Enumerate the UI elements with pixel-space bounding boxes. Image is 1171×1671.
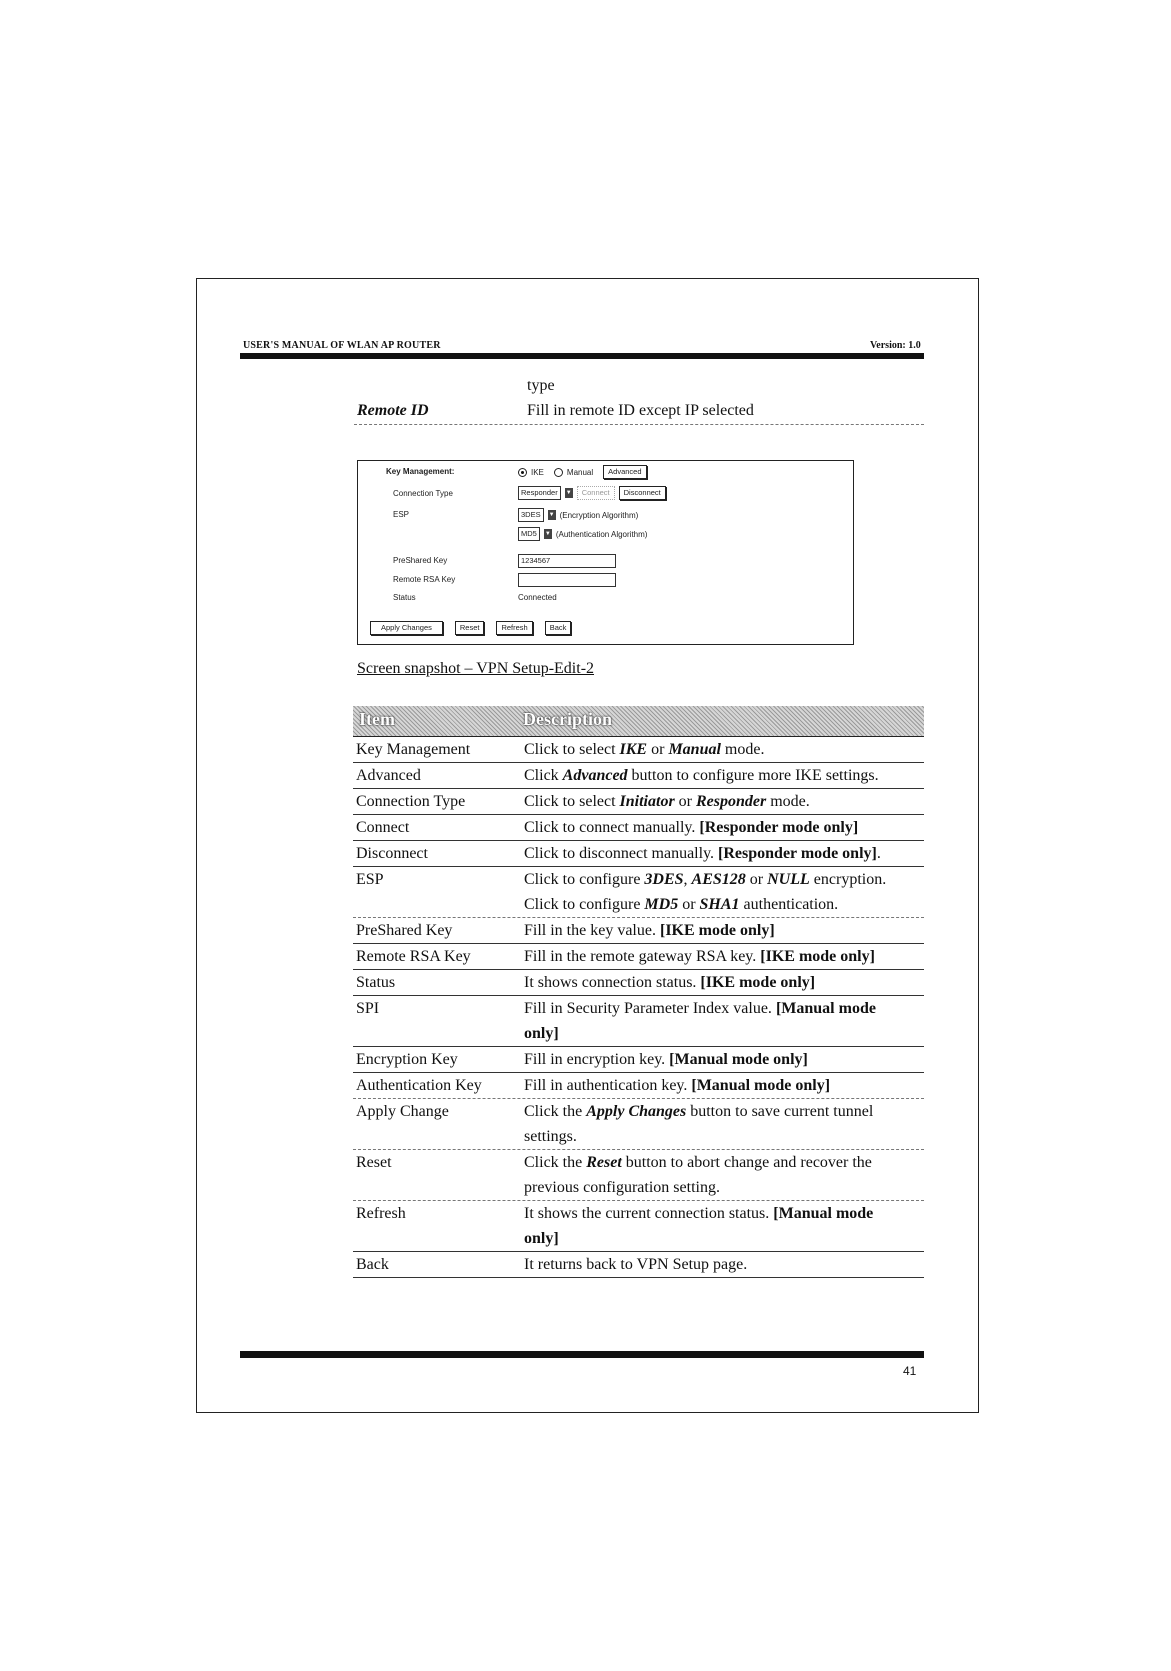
row-item-label: Authentication Key xyxy=(356,1077,482,1094)
apply-changes-button[interactable]: Apply Changes xyxy=(370,621,443,635)
table-row xyxy=(353,1073,924,1099)
row-description xyxy=(524,789,924,814)
row-description xyxy=(524,1073,924,1098)
row-description xyxy=(524,996,924,1021)
esp-label: ESP xyxy=(393,510,410,519)
disconnect-button[interactable]: Disconnect xyxy=(619,486,666,500)
connection-type-control xyxy=(518,486,666,500)
row-item-label: Reset xyxy=(356,1154,392,1171)
dropdown-arrow-icon[interactable]: ▼ xyxy=(544,531,551,537)
table-row xyxy=(353,789,924,815)
description-segment: Click the xyxy=(524,1103,587,1120)
row-item-label: PreShared Key xyxy=(356,922,453,939)
description-segment: Initiator xyxy=(619,793,675,810)
description-segment: Click to connect manually. xyxy=(524,819,700,836)
description-segment: button to save current tunnel xyxy=(686,1103,874,1120)
row-description xyxy=(524,841,924,866)
description-segment: [Manual mode xyxy=(775,1000,876,1017)
description-segment: , xyxy=(683,871,692,888)
table-row xyxy=(353,1047,924,1073)
description-segment: Click to select xyxy=(524,793,620,810)
row-description xyxy=(524,1047,924,1072)
row-description xyxy=(524,1226,924,1251)
description-segment: Fill in the remote gateway RSA key. xyxy=(524,948,761,965)
description-segment: mode. xyxy=(720,741,765,758)
esp-auth-control xyxy=(518,527,647,541)
description-segment: or xyxy=(674,793,696,810)
description-segment: Apply Changes xyxy=(586,1103,687,1120)
description-segment: SHA1 xyxy=(699,896,740,913)
row-item-label: Connection Type xyxy=(356,793,466,810)
description-segment: Reset xyxy=(586,1154,622,1171)
manual-radio[interactable] xyxy=(554,468,563,477)
remote-id-label: Remote ID xyxy=(357,402,429,419)
table-body xyxy=(353,737,924,1278)
key-management-label: Key Management: xyxy=(386,467,455,476)
description-segment: mode. xyxy=(766,793,810,810)
table-row xyxy=(353,996,924,1047)
psk-control xyxy=(518,554,616,568)
description-segment: It shows connection status. xyxy=(524,974,701,991)
description-segment: It returns back to VPN Setup page. xyxy=(524,1256,748,1273)
table-header xyxy=(353,706,924,737)
esp-encryption-note: (Encryption Algorithm) xyxy=(559,510,639,520)
column-header-item: Item xyxy=(359,709,395,729)
description-segment: Click to configure xyxy=(524,896,645,913)
esp-encryption-control xyxy=(518,508,638,522)
continued-text: type xyxy=(527,377,555,394)
description-segment: [IKE mode only] xyxy=(760,948,875,965)
row-item-label: Advanced xyxy=(356,767,421,784)
description-segment: [Responder mode only] xyxy=(718,845,877,862)
row-description xyxy=(524,867,924,892)
dropdown-arrow-icon[interactable]: ▼ xyxy=(565,490,572,496)
row-description xyxy=(524,1252,924,1277)
dropdown-arrow-icon[interactable]: ▼ xyxy=(548,512,555,518)
table-row xyxy=(353,841,924,867)
description-segment: Fill in the key value. xyxy=(524,922,660,939)
row-item-label: Status xyxy=(356,974,396,991)
description-segment: [Manual mode only] xyxy=(691,1077,831,1094)
description-segment: Advanced xyxy=(562,767,628,784)
table-row xyxy=(353,918,924,944)
description-segment: [Manual mode xyxy=(773,1205,874,1222)
reset-button[interactable]: Reset xyxy=(455,621,485,635)
description-segment: Click xyxy=(524,767,563,784)
description-segment: button to abort change and recover the xyxy=(621,1154,872,1171)
row-description xyxy=(524,1021,924,1046)
description-segment: Click to configure xyxy=(524,871,645,888)
row-item-label: Disconnect xyxy=(356,845,428,862)
row-item-label: Refresh xyxy=(356,1205,406,1222)
row-item-label: Apply Change xyxy=(356,1103,449,1120)
rsa-key-label: Remote RSA Key xyxy=(393,575,456,584)
description-segment: settings. xyxy=(524,1128,577,1145)
description-segment: Click to select xyxy=(524,741,620,758)
row-description xyxy=(524,1175,924,1200)
connection-type-label: Connection Type xyxy=(393,489,453,498)
description-segment: authentication. xyxy=(739,896,839,913)
status-label: Status xyxy=(393,593,416,602)
row-description xyxy=(524,1150,924,1175)
table-row xyxy=(353,763,924,789)
description-segment: Fill in Security Parameter Index value. xyxy=(524,1000,776,1017)
table-row xyxy=(353,1201,924,1252)
description-segment: [Responder mode only] xyxy=(699,819,859,836)
row-divider xyxy=(354,424,924,425)
ike-radio[interactable] xyxy=(518,468,527,477)
rsa-key-input[interactable] xyxy=(518,573,616,587)
row-description xyxy=(524,892,924,917)
column-header-description: Description xyxy=(523,709,612,729)
description-segment: [IKE mode only] xyxy=(700,974,816,991)
remote-id-desc: Fill in remote ID except IP selected xyxy=(527,402,754,419)
advanced-button[interactable]: Advanced xyxy=(603,465,646,479)
description-segment: 3DES xyxy=(644,871,684,888)
psk-input[interactable]: 1234567 xyxy=(518,554,616,568)
footer-rule xyxy=(240,1351,924,1358)
description-segment: previous configuration setting. xyxy=(524,1179,720,1196)
manual-title: USER'S MANUAL OF WLAN AP ROUTER xyxy=(243,340,441,351)
row-description xyxy=(524,970,924,995)
description-segment: Fill in encryption key. xyxy=(524,1051,670,1068)
page-number: 41 xyxy=(903,1364,917,1378)
rsa-key-control xyxy=(518,573,616,587)
description-segment: or xyxy=(678,896,700,913)
description-segment: Fill in authentication key. xyxy=(524,1077,692,1094)
connect-button[interactable]: Connect xyxy=(577,486,615,500)
table-row xyxy=(353,1099,924,1150)
description-segment: [IKE mode only] xyxy=(659,922,775,939)
description-segment: or xyxy=(647,741,669,758)
button-row xyxy=(370,621,571,635)
description-segment: Click to disconnect manually. xyxy=(524,845,719,862)
esp-encryption-select[interactable]: 3DES xyxy=(518,508,544,522)
row-description xyxy=(524,918,924,943)
description-segment: [Manual mode only] xyxy=(669,1051,808,1068)
row-description xyxy=(524,1099,924,1124)
vpn-edit-snapshot xyxy=(357,460,854,645)
table-row xyxy=(353,1150,924,1201)
description-table xyxy=(353,706,924,1278)
description-segment: MD5 xyxy=(644,896,679,913)
description-segment: AES128 xyxy=(691,871,746,888)
row-item-label: ESP xyxy=(356,871,384,888)
version-label: Version: 1.0 xyxy=(870,340,921,351)
ike-label: IKE xyxy=(531,467,544,477)
refresh-button[interactable]: Refresh xyxy=(496,621,532,635)
description-segment: Click the xyxy=(524,1154,587,1171)
esp-auth-note: (Authentication Algorithm) xyxy=(555,529,648,539)
connection-type-select[interactable]: Responder xyxy=(518,486,561,500)
row-item-label: Remote RSA Key xyxy=(356,948,471,965)
description-segment: Responder xyxy=(696,793,767,810)
description-segment: or xyxy=(745,871,768,888)
row-description xyxy=(524,1201,924,1226)
row-description xyxy=(524,1124,924,1149)
description-segment: Manual xyxy=(668,741,721,758)
table-row xyxy=(353,1252,924,1278)
description-segment: IKE xyxy=(619,741,648,758)
table-row xyxy=(353,867,924,918)
row-item-label: SPI xyxy=(356,1000,380,1017)
key-management-control xyxy=(518,465,647,479)
table-row xyxy=(353,944,924,970)
description-segment: It shows the current connection status. xyxy=(524,1205,774,1222)
row-item-label: Connect xyxy=(356,819,410,836)
description-segment: only] xyxy=(524,1025,559,1042)
row-item-label: Encryption Key xyxy=(356,1051,458,1068)
row-item-label: Back xyxy=(356,1256,389,1273)
manual-label: Manual xyxy=(566,467,594,477)
row-description xyxy=(524,763,924,788)
description-segment: button to configure more IKE settings. xyxy=(627,767,879,784)
description-segment: . xyxy=(876,845,881,862)
description-segment: only] xyxy=(524,1230,559,1247)
row-description xyxy=(524,815,924,840)
figure-caption: Screen snapshot – VPN Setup-Edit-2 xyxy=(357,660,595,677)
table-row xyxy=(353,970,924,996)
psk-label: PreShared Key xyxy=(393,556,448,565)
description-segment: NULL xyxy=(767,871,810,888)
table-row xyxy=(353,737,924,763)
row-description xyxy=(524,944,924,969)
header-rule xyxy=(240,353,924,359)
row-item-label: Key Management xyxy=(356,741,471,758)
back-button[interactable]: Back xyxy=(545,621,572,635)
table-row xyxy=(353,815,924,841)
row-description xyxy=(524,737,924,762)
esp-auth-select[interactable]: MD5 xyxy=(518,527,540,541)
status-value: Connected xyxy=(518,593,557,602)
description-segment: encryption. xyxy=(809,871,887,888)
